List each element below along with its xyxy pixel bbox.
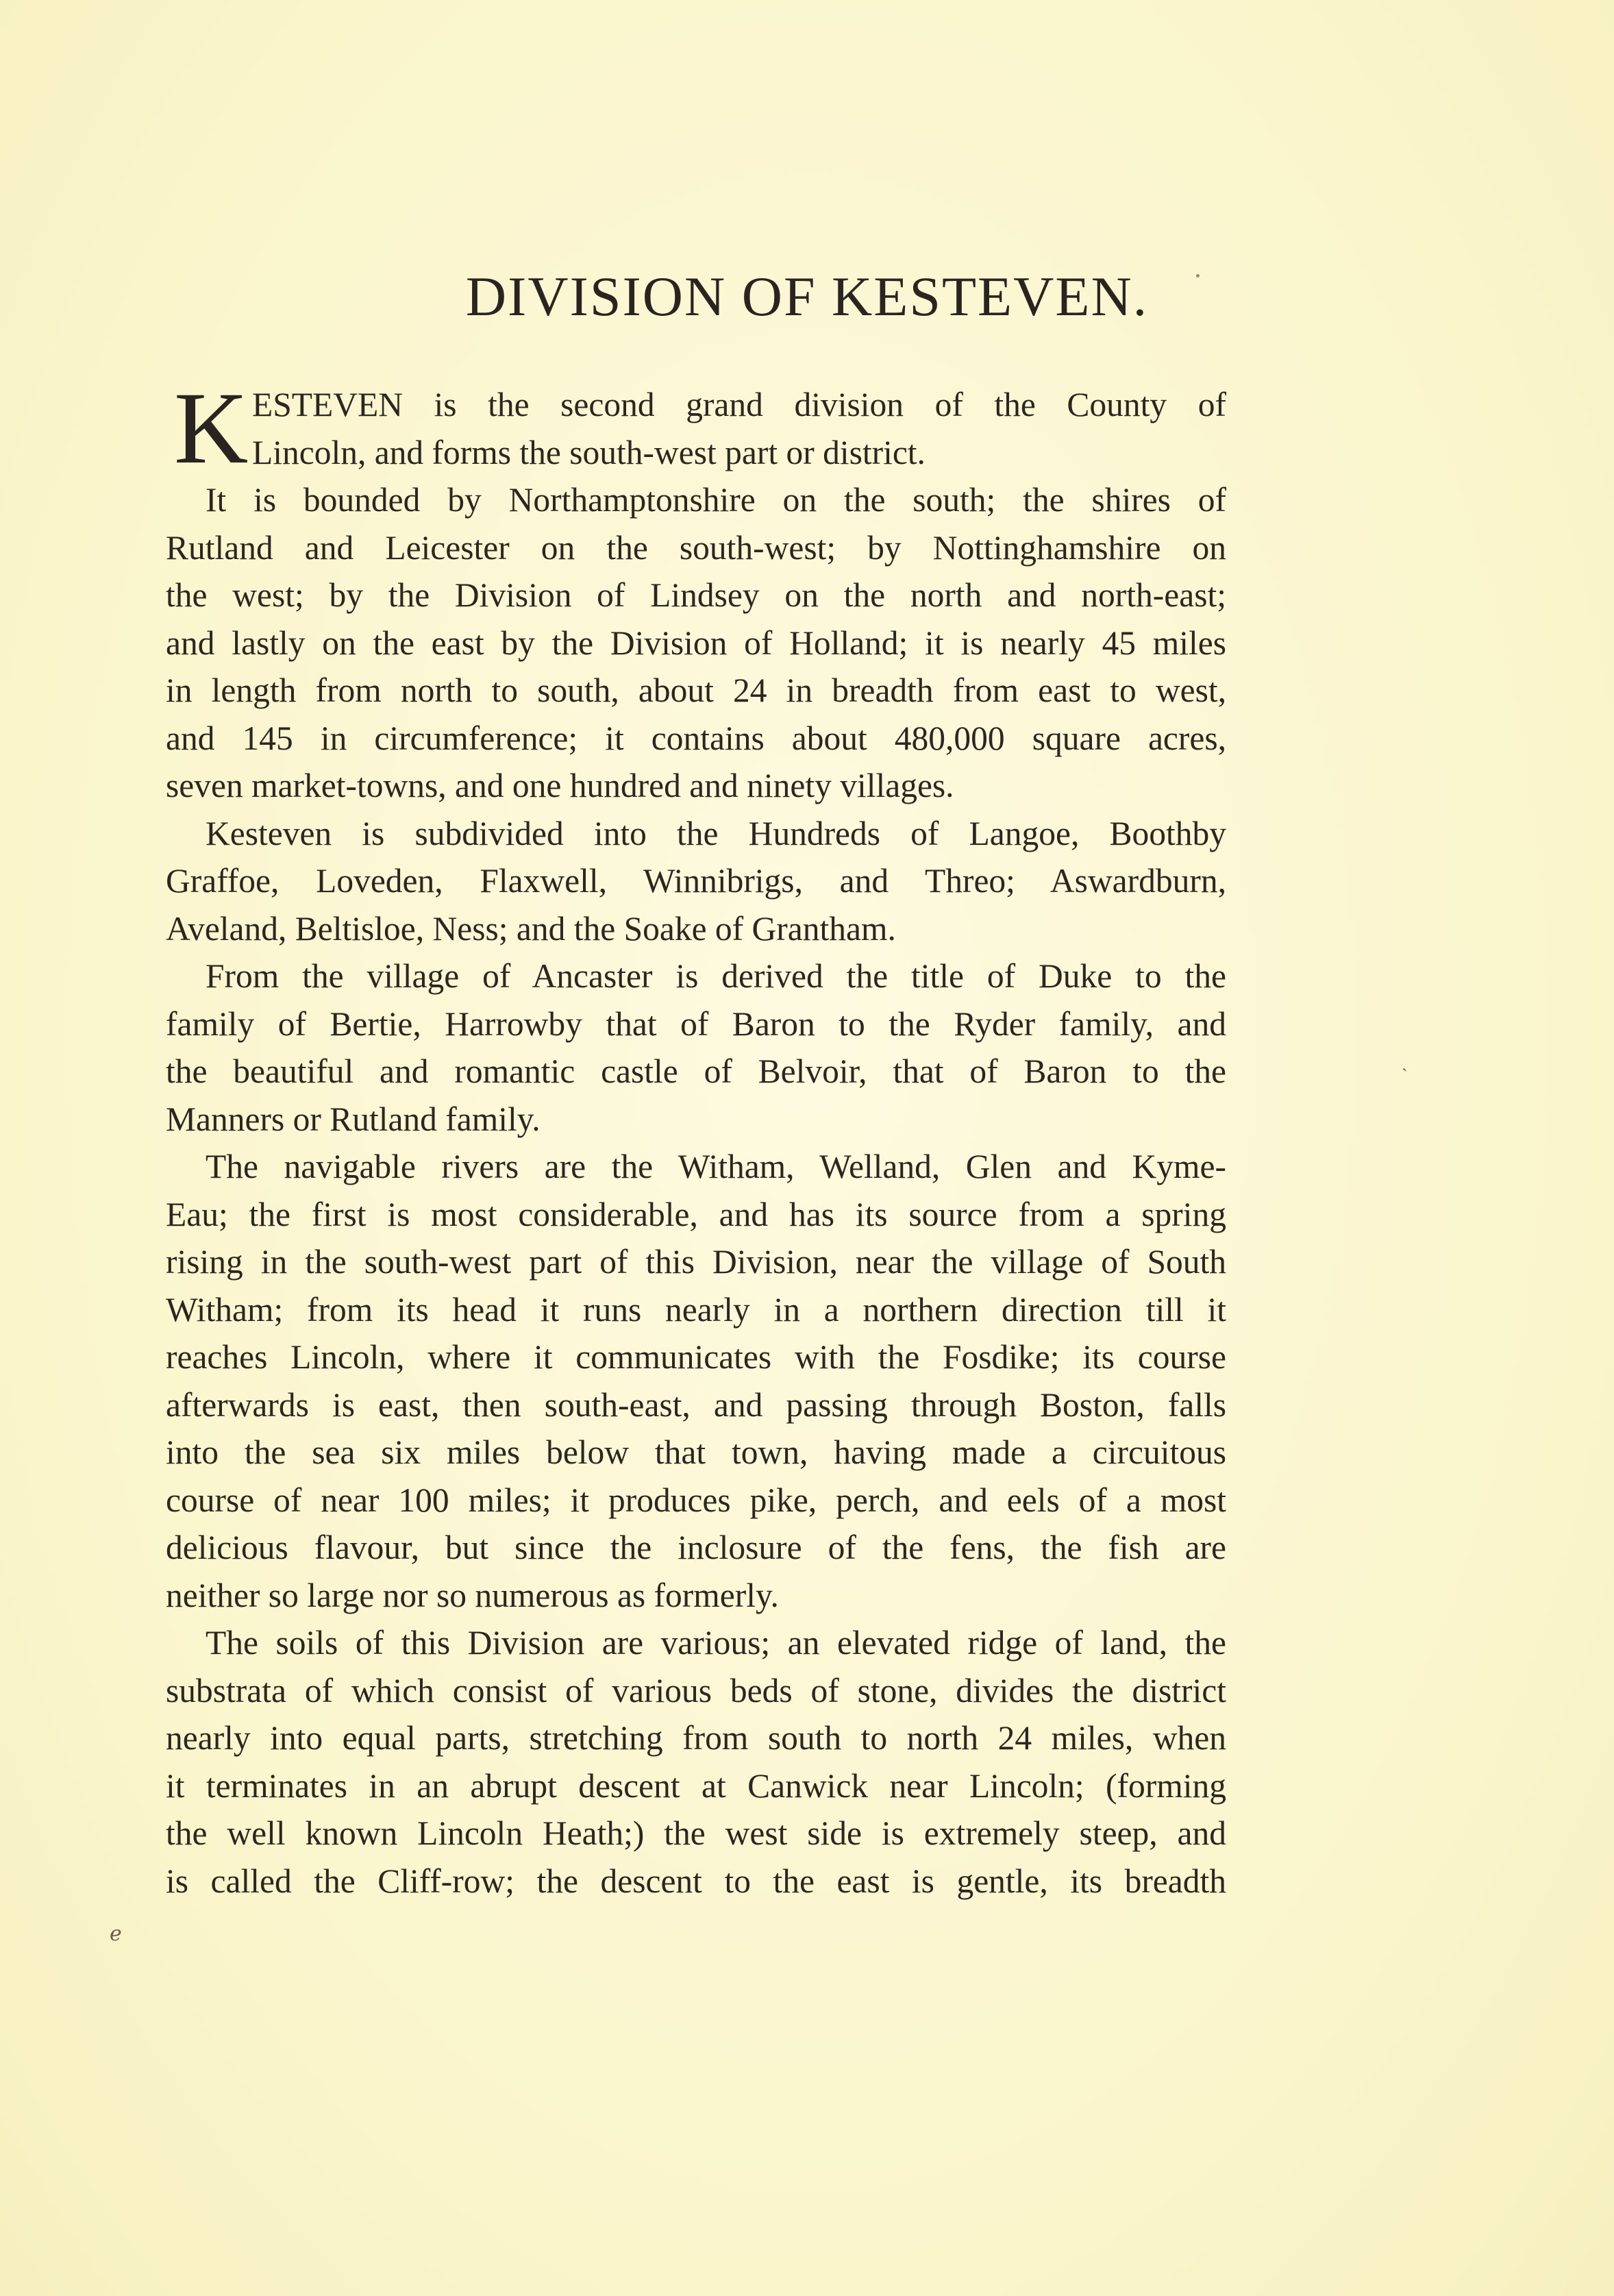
text-line: the well known Lincoln Heath;) the west side is extremely steep, and bbox=[166, 1814, 1226, 1852]
text-line: It is bounded by Northamptonshire on the south; the shires of bbox=[206, 481, 1226, 519]
text-line: ESTEVEN is the second grand division of the County of bbox=[252, 386, 1226, 423]
text-line: seven market-towns, and one hundred and ninety villages. bbox=[166, 767, 954, 804]
margin-scribble-icon: ℯ bbox=[110, 1923, 122, 1945]
text-line: substrata of which consist of various beds of stone, divides the district bbox=[166, 1671, 1226, 1709]
page-title: DIVISION OF KESTEVEN. bbox=[465, 265, 1149, 328]
text-line: the west; by the Division of Lindsey on the north and north-east; bbox=[166, 576, 1226, 614]
text-line: nearly into equal parts, stretching from south to north 24 miles, when bbox=[166, 1719, 1226, 1757]
text-line: Witham; from its head it runs nearly in a northern direction till it bbox=[166, 1290, 1226, 1329]
paper-mark: ˋ bbox=[1402, 1065, 1408, 1085]
text-line: The navigable rivers are the Witham, Welland, Glen and Kyme- bbox=[206, 1148, 1226, 1185]
remaining-paragraphs bbox=[166, 476, 1226, 1905]
text-line: Kesteven is subdivided into the Hundreds of Langoe, Boothby bbox=[206, 814, 1226, 852]
text-line: Manners or Rutland family. bbox=[166, 1100, 541, 1138]
text-line: rising in the south-west part of this Division, near the village of South bbox=[166, 1243, 1226, 1281]
text-line: Lincoln, and forms the south-west part or district. bbox=[252, 433, 926, 471]
text-line: and lastly on the east by the Division of Holland; it is nearly 45 miles bbox=[166, 624, 1226, 662]
body-text bbox=[166, 371, 1226, 1905]
opening-paragraph bbox=[166, 371, 1226, 485]
drop-cap: K bbox=[174, 371, 249, 485]
text-line: family of Bertie, Harrowby that of Baron to the Ryder family, and bbox=[166, 1004, 1226, 1043]
text-line: Aveland, Beltisloe, Ness; and the Soake of Grantham. bbox=[166, 909, 896, 948]
text-line: Eau; the first is most considerable, and has its source from a spring bbox=[166, 1195, 1226, 1233]
text-line: Graffoe, Loveden, Flaxwell, Winnibrigs, and Threo; Aswardburn, bbox=[166, 862, 1226, 900]
text-line: Rutland and Leicester on the south-west; by Nottinghamshire on bbox=[166, 528, 1226, 567]
text-line: reaches Lincoln, where it communicates with the Fosdike; its course bbox=[166, 1338, 1226, 1376]
text-line: in length from north to south, about 24 in breadth from east to west, bbox=[166, 671, 1226, 709]
text-line: From the village of Ancaster is derived the title of Duke to the bbox=[206, 957, 1226, 995]
text-line: The soils of this Division are various; an elevated ridge of land, the bbox=[206, 1624, 1226, 1662]
text-line: it terminates in an abrupt descent at Canwick near Lincoln; (forming bbox=[166, 1766, 1226, 1805]
text-line: and 145 in circumference; it contains about 480,000 square acres, bbox=[166, 719, 1226, 757]
text-line: course of near 100 miles; it produces pike, perch, and eels of a most bbox=[166, 1481, 1226, 1519]
paper-speck bbox=[1196, 274, 1200, 277]
text-line: neither so large nor so numerous as formerly. bbox=[166, 1576, 779, 1614]
text-line: delicious flavour, but since the inclosure of the fens, the fish are bbox=[166, 1529, 1226, 1566]
text-line: the beautiful and romantic castle of Belvoir, that of Baron to the bbox=[166, 1052, 1226, 1090]
text-line: into the sea six miles below that town, having made a circuitous bbox=[166, 1433, 1226, 1471]
text-line: is called the Cliff-row; the descent to the east is gentle, its breadth bbox=[166, 1862, 1226, 1900]
text-line: afterwards is east, then south-east, and passing through Boston, falls bbox=[166, 1385, 1226, 1424]
